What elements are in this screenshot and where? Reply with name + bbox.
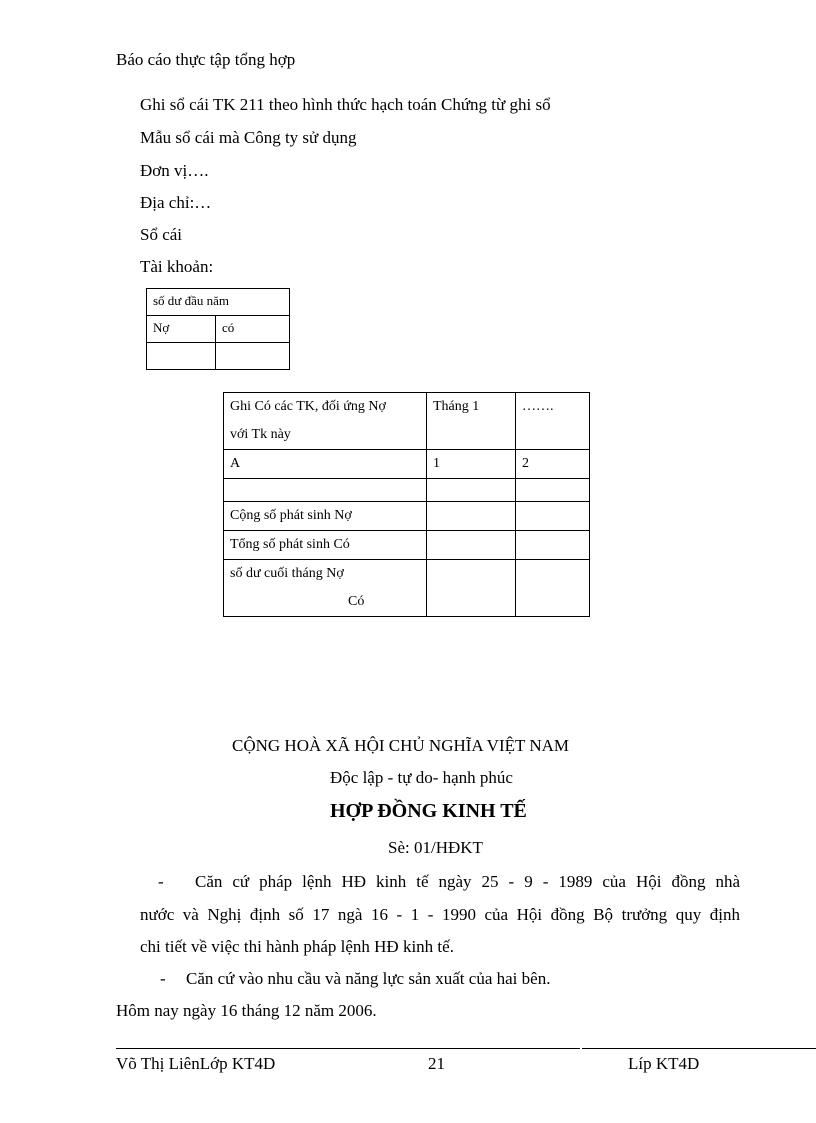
ledger-cell: 1 xyxy=(427,450,516,479)
balance-debit-cell: Nợ xyxy=(147,316,216,343)
footer-class: Líp KT4D xyxy=(628,1054,700,1073)
para-1-line-3: chi tiết về việc thi hành pháp lệnh HĐ kinh tế. xyxy=(140,937,454,956)
intro-line-5: Sổ cái xyxy=(140,225,183,244)
ledger-cell xyxy=(427,479,516,502)
intro-line-3: Đơn vị…. xyxy=(140,161,209,180)
ledger-closing-line2: Có xyxy=(348,594,365,609)
ledger-cell xyxy=(427,531,516,560)
intro-line-1: Ghi sổ cái TK 211 theo hình thức hạch toán Chứng từ ghi sổ xyxy=(140,95,551,114)
ledger-header-account-line1: Ghi Có các TK, đối ứng Nợ xyxy=(230,399,386,414)
motto-heading: Độc lập - tự do- hạnh phúc xyxy=(330,768,513,787)
bullet-2: - xyxy=(160,969,166,988)
opening-balance-table xyxy=(146,288,290,370)
balance-credit-cell: có xyxy=(216,316,290,343)
ledger-header-account xyxy=(224,393,427,450)
intro-line-2: Mẫu sổ cái mà Công ty sử dụng xyxy=(140,128,357,147)
ledger-cell xyxy=(516,531,590,560)
ledger-cell xyxy=(516,479,590,502)
contract-title: HỢP ĐỒNG KINH TẾ xyxy=(330,800,527,822)
para-1-line-2: nước và Nghị định số 17 ngà 16 - 1 - 1990 của Hội đồng Bộ trưởng quy định xyxy=(140,905,740,924)
para-1-line-1: Căn cứ pháp lệnh HĐ kinh tế ngày 25 - 9 - 1989 của Hội đồng nhà xyxy=(195,872,740,891)
ledger-cell: 2 xyxy=(516,450,590,479)
ledger-cell xyxy=(516,560,590,617)
contract-date: Hôm nay ngày 16 tháng 12 năm 2006. xyxy=(116,1001,377,1020)
ledger-cell xyxy=(516,502,590,531)
balance-empty-cell xyxy=(216,343,290,370)
balance-head-cell: số dư đầu năm xyxy=(147,289,290,316)
ledger-header-account-line2: với Tk này xyxy=(230,427,291,442)
footer-divider-right xyxy=(582,1048,816,1049)
ledger-cell: A xyxy=(224,450,427,479)
para-2: Căn cứ vào nhu cầu và năng lực sản xuất của hai bên. xyxy=(186,969,551,988)
ledger-table xyxy=(223,392,590,617)
ledger-cell: Cộng số phát sinh Nợ xyxy=(224,502,427,531)
ledger-cell xyxy=(427,560,516,617)
balance-empty-cell xyxy=(147,343,216,370)
ledger-cell: Tổng số phát sinh Có xyxy=(224,531,427,560)
ledger-header-more: ……. xyxy=(516,393,590,450)
ledger-cell xyxy=(427,502,516,531)
nation-heading: CỘNG HOÀ XÃ HỘI CHỦ NGHĨA VIỆT NAM xyxy=(232,736,570,755)
intro-line-6: Tài khoản: xyxy=(140,257,214,276)
footer-divider-left xyxy=(116,1048,580,1049)
bullet-1: - xyxy=(158,872,164,891)
footer-page-number: 21 xyxy=(428,1054,445,1073)
page-header: Báo cáo thực tập tổng hợp xyxy=(116,50,296,69)
footer-author: Võ Thị LiênLớp KT4D xyxy=(116,1054,276,1073)
ledger-closing-line1: số dư cuối tháng Nợ xyxy=(230,566,344,581)
ledger-closing-cell xyxy=(224,560,427,617)
intro-line-4: Địa chỉ:… xyxy=(140,193,212,212)
ledger-header-month: Tháng 1 xyxy=(427,393,516,450)
ledger-cell xyxy=(224,479,427,502)
contract-number: Sè: 01/HĐKT xyxy=(388,838,483,857)
